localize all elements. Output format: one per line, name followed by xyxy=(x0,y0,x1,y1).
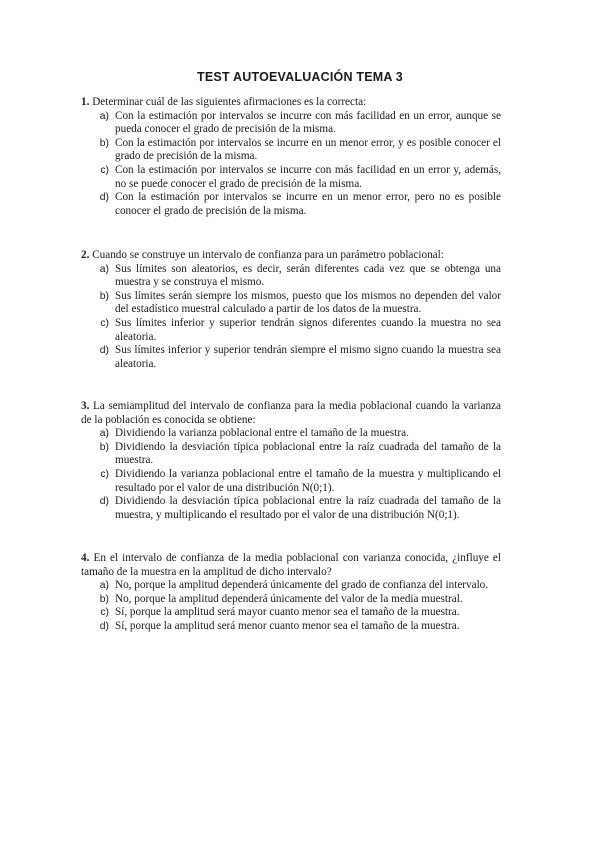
question-text: La semiamplitud del intervalo de confianza para la media poblacional cuando la varianza de la población es conocida se obtiene: xyxy=(81,400,501,426)
option-letter: c) xyxy=(100,607,109,619)
question-text: Determinar cuál de las siguientes afirmaciones es la correcta: xyxy=(92,96,367,108)
option-letter: c) xyxy=(100,164,109,176)
option-text: Sus límites inferior y superior tendrán siempre el mismo signo cuando la muestra sea aleatoria. xyxy=(115,344,501,370)
option-list xyxy=(81,263,501,372)
question-3 xyxy=(81,400,501,522)
option-list xyxy=(81,427,501,522)
option-text: Con la estimación por intervalos se incurre en un menor error, pero no es posible conocer el grado de precisión de la misma. xyxy=(115,191,501,217)
question-number: 2. xyxy=(81,249,90,261)
question-1 xyxy=(81,96,501,218)
option-b xyxy=(81,290,501,317)
option-text: Con la estimación por intervalos se incurre con más facilidad en un error, aunque se pueda conocer el grado de precisión de la misma. xyxy=(115,109,501,136)
option-letter: d) xyxy=(99,496,109,508)
question-stem xyxy=(81,96,501,110)
option-list xyxy=(81,110,501,219)
option-c xyxy=(81,164,501,191)
question-number: 3. xyxy=(81,400,90,412)
option-text: Dividiendo la desviación típica poblacional entre la raíz cuadrada del tamaño de la muestra, y multiplicando el resultado por el valor de una distribución N(0;1). xyxy=(115,495,501,521)
option-d xyxy=(81,495,501,522)
option-c xyxy=(81,606,501,620)
option-letter: a) xyxy=(99,428,109,440)
option-letter: b) xyxy=(99,593,109,605)
question-4 xyxy=(81,552,501,634)
option-text: Dividiendo la varianza poblacional entre el tamaño de la muestra y multiplicando el resultado por el valor de una distribución N(0;1). xyxy=(115,467,501,494)
option-text: Sí, porque la amplitud será menor cuanto menor sea el tamaño de la muestra. xyxy=(115,619,460,632)
question-number: 1. xyxy=(81,96,90,108)
option-letter: b) xyxy=(99,137,109,149)
option-text: Con la estimación por intervalos se incurre con más facilidad en un error y, además, no se puede conocer el grado de precisión de la misma. xyxy=(115,163,501,190)
option-letter: a) xyxy=(99,263,109,275)
option-text: Dividiendo la varianza poblacional entre el tamaño de la muestra. xyxy=(115,427,409,440)
option-letter: d) xyxy=(99,620,109,632)
option-a xyxy=(81,263,501,290)
option-letter: d) xyxy=(99,192,109,204)
option-letter: a) xyxy=(99,580,109,592)
option-c xyxy=(81,317,501,344)
option-letter: b) xyxy=(99,290,109,302)
option-c xyxy=(81,468,501,495)
question-number: 4. xyxy=(81,552,90,564)
option-text: No, porque la amplitud dependerá únicamente del valor de la media muestral. xyxy=(115,592,463,605)
page-title: TEST AUTOEVALUACIÓN TEMA 3 xyxy=(197,70,403,84)
option-text: Dividiendo la desviación típica poblacional entre la raíz cuadrada del tamaño de la muestra. xyxy=(115,440,501,467)
option-text: No, porque la amplitud dependerá únicamente del grado de confianza del intervalo. xyxy=(115,579,489,592)
option-letter: c) xyxy=(100,317,109,329)
option-a xyxy=(81,427,501,441)
question-stem xyxy=(81,249,501,263)
option-text: Sus límites inferior y superior tendrán signos diferentes cuando la muestra no sea aleatoria. xyxy=(115,316,501,343)
option-d xyxy=(81,191,501,218)
option-b xyxy=(81,137,501,164)
option-b xyxy=(81,441,501,468)
option-a xyxy=(81,110,501,137)
option-text: Sí, porque la amplitud será mayor cuanto menor sea el tamaño de la muestra. xyxy=(115,606,460,619)
option-letter: a) xyxy=(99,110,109,122)
question-stem xyxy=(81,400,501,427)
option-a xyxy=(81,579,501,593)
option-letter: b) xyxy=(99,441,109,453)
question-text: Cuando se construye un intervalo de confianza para un parámetro poblacional: xyxy=(92,249,444,261)
option-b xyxy=(81,593,501,607)
option-d xyxy=(81,344,501,371)
question-2 xyxy=(81,249,501,371)
option-text: Sus límites serán siempre los mismos, puesto que los mismos no dependen del valor del estadístico muestral calculado a partir de los datos de la muestra. xyxy=(115,289,501,316)
option-letter: c) xyxy=(100,468,109,480)
question-text: En el intervalo de confianza de la media poblacional con varianza conocida, ¿influye el tamaño de la muestra en la amplitud de dicho intervalo? xyxy=(81,552,502,578)
option-list xyxy=(81,579,501,633)
option-text: Sus límites son aleatorios, es decir, serán diferentes cada vez que se obtenga una muestra y se construya el mismo. xyxy=(115,262,501,289)
question-stem xyxy=(81,552,501,579)
option-text: Con la estimación por intervalos se incurre en un menor error, y es posible conocer el grado de precisión de la misma. xyxy=(115,136,501,163)
option-d xyxy=(81,620,501,634)
option-letter: d) xyxy=(99,345,109,357)
